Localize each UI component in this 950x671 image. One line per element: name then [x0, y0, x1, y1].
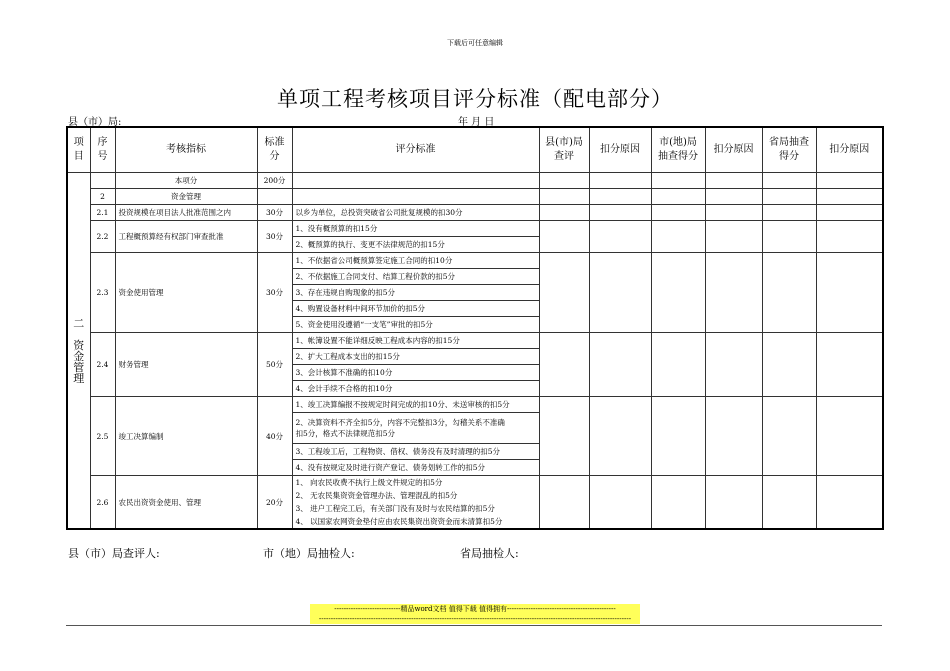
input-cell[interactable] — [539, 221, 589, 253]
seq-cell: 2.2 — [90, 221, 115, 253]
input-cell[interactable] — [816, 253, 883, 333]
header-indicator: 考核指标 — [115, 127, 257, 173]
score-cell — [257, 189, 292, 205]
criteria-cell: 5、资金使用没遵循“一支笔”审批的扣5分 — [292, 317, 539, 333]
input-cell[interactable] — [651, 397, 705, 476]
top-note: 下载后可任意编辑 — [447, 39, 503, 47]
input-cell[interactable] — [762, 397, 816, 476]
input-cell[interactable] — [762, 253, 816, 333]
input-cell[interactable] — [539, 189, 589, 205]
criteria-cell: 1、不依据省公司概预算签定施工合同的扣10分 — [292, 253, 539, 269]
criteria-cell: 3、会计核算不准确的扣10分 — [292, 365, 539, 381]
input-cell[interactable] — [651, 253, 705, 333]
input-cell[interactable] — [589, 253, 651, 333]
table-header-row — [67, 127, 883, 173]
input-cell[interactable] — [762, 189, 816, 205]
input-cell[interactable] — [762, 221, 816, 253]
indicator-cell: 本项分 — [115, 173, 257, 189]
header-prov-score: 省局抽查得分 — [762, 127, 816, 173]
seq-cell: 2.3 — [90, 253, 115, 333]
input-cell[interactable] — [816, 173, 883, 189]
input-cell[interactable] — [705, 205, 762, 221]
ribbon-line-2: ------------------------------------------------------------------------------------------------------------------------------------ — [318, 615, 632, 623]
criteria-line: 2、决算资料不齐全扣5分，内容不完整扣3分，勾稽关系不准确 — [295, 418, 505, 427]
criteria-cell: 4、 以国家农网资金垫付应由农民集资出资资金而未清算扣5分 — [292, 515, 539, 529]
indicator-cell: 财务管理 — [115, 333, 257, 397]
criteria-cell — [292, 413, 539, 444]
input-cell[interactable] — [762, 173, 816, 189]
input-cell[interactable] — [816, 333, 883, 397]
indicator-cell: 投资规模在项目法人批准范围之内 — [115, 205, 257, 221]
criteria-cell: 4、购置设备材料中间环节加价的扣5分 — [292, 301, 539, 317]
input-cell[interactable] — [539, 397, 589, 476]
bottom-rule — [66, 625, 882, 626]
table-row — [67, 476, 883, 490]
criteria-cell: 4、会计手续不合格的扣10分 — [292, 381, 539, 397]
input-cell[interactable] — [589, 397, 651, 476]
input-cell[interactable] — [651, 205, 705, 221]
watermark-ribbon — [310, 604, 640, 624]
table-row — [67, 205, 883, 221]
input-cell[interactable] — [816, 397, 883, 476]
score-cell: 50分 — [257, 333, 292, 397]
input-cell[interactable] — [705, 397, 762, 476]
indicator-cell: 资金使用管理 — [115, 253, 257, 333]
criteria-cell: 1、帐簿设置不能详细反映工程成本内容的扣15分 — [292, 333, 539, 349]
header-city-score: 市(地)局抽查得分 — [651, 127, 705, 173]
seq-cell: 2.4 — [90, 333, 115, 397]
criteria-cell: 2、扩大工程成本支出的扣15分 — [292, 349, 539, 365]
input-cell[interactable] — [651, 333, 705, 397]
scoring-table — [66, 126, 884, 530]
input-cell[interactable] — [539, 205, 589, 221]
table-row — [67, 189, 883, 205]
seq-cell: 2.1 — [90, 205, 115, 221]
seq-cell — [90, 173, 115, 189]
input-cell[interactable] — [762, 205, 816, 221]
table-row — [67, 333, 883, 349]
seq-cell: 2.6 — [90, 476, 115, 530]
prov-inspector-label: 省局抽检人: — [460, 547, 519, 560]
input-cell[interactable] — [651, 189, 705, 205]
criteria-cell: 3、存在违规自购现象的扣5分 — [292, 285, 539, 301]
score-cell: 30分 — [257, 221, 292, 253]
input-cell[interactable] — [589, 205, 651, 221]
indicator-cell: 竣工决算编制 — [115, 397, 257, 476]
table-row — [67, 221, 883, 237]
input-cell[interactable] — [539, 333, 589, 397]
header-county-score: 县(市)局查评 — [539, 127, 589, 173]
header-standard: 标准分 — [257, 127, 292, 173]
header-deduct-reason-3: 扣分原因 — [816, 127, 883, 173]
input-cell[interactable] — [651, 221, 705, 253]
input-cell[interactable] — [589, 173, 651, 189]
indicator-cell: 农民出资资金使用、管理 — [115, 476, 257, 530]
seq-cell: 2.5 — [90, 397, 115, 476]
input-cell[interactable] — [816, 189, 883, 205]
table-row — [67, 173, 883, 189]
criteria-cell: 1、 向农民收费不执行上级文件规定的扣5分 — [292, 476, 539, 490]
input-cell[interactable] — [539, 253, 589, 333]
input-cell[interactable] — [705, 253, 762, 333]
input-cell[interactable] — [705, 476, 762, 530]
input-cell[interactable] — [705, 189, 762, 205]
score-cell: 30分 — [257, 253, 292, 333]
header-seq: 序号 — [90, 127, 115, 173]
score-cell: 40分 — [257, 397, 292, 476]
city-inspector-label: 市（地）局抽检人: — [263, 547, 355, 560]
input-cell[interactable] — [816, 205, 883, 221]
input-cell[interactable] — [816, 221, 883, 253]
input-cell[interactable] — [539, 476, 589, 530]
input-cell[interactable] — [651, 476, 705, 530]
header-criteria: 评分标准 — [292, 127, 539, 173]
criteria-cell: 1、没有概预算的扣15分 — [292, 221, 539, 237]
table-row — [67, 397, 883, 413]
input-cell[interactable] — [705, 173, 762, 189]
input-cell[interactable] — [705, 333, 762, 397]
header-item: 项目 — [67, 127, 90, 173]
criteria-cell: 3、 进户工程完工后，有关部门没有及时与农民结算的扣5分 — [292, 502, 539, 515]
input-cell[interactable] — [651, 173, 705, 189]
seq-cell: 2 — [90, 189, 115, 205]
indicator-cell: 工程概预算经有权部门审查批准 — [115, 221, 257, 253]
criteria-cell: 以乡为单位，总投资突破省公司批复规模的扣30分 — [292, 205, 539, 221]
input-cell[interactable] — [816, 476, 883, 530]
criteria-cell: 2、不依据施工合同支付、结算工程价款的扣5分 — [292, 269, 539, 285]
criteria-cell: 3、工程竣工后，工程物资、借权、债务没有及时清理的扣5分 — [292, 444, 539, 460]
input-cell[interactable] — [589, 333, 651, 397]
date-line: 年 月 日 — [458, 117, 495, 128]
score-cell: 200分 — [257, 173, 292, 189]
county-bureau-label: 县（市）局: — [68, 117, 122, 128]
table-row — [67, 253, 883, 269]
criteria-cell: 4、没有按规定及时进行资产登记、债务划转工作的扣5分 — [292, 460, 539, 476]
section-label: 二 资 金 管 理 — [73, 316, 85, 385]
input-cell[interactable] — [589, 476, 651, 530]
section-label-cell — [67, 173, 90, 530]
input-cell[interactable] — [589, 189, 651, 205]
input-cell[interactable] — [762, 476, 816, 530]
criteria-cell: 2、概预算的执行、变更不法律规范的扣15分 — [292, 237, 539, 253]
criteria-line: 扣5分，格式不法律规范扣5分 — [295, 429, 396, 438]
criteria-cell — [292, 173, 539, 189]
header-deduct-reason-1: 扣分原因 — [589, 127, 651, 173]
score-cell: 20分 — [257, 476, 292, 530]
page-title: 单项工程考核项目评分标准（配电部分） — [277, 87, 673, 111]
criteria-cell: 2、 无农民集资资金管理办法、管理混乱的扣5分 — [292, 489, 539, 502]
ribbon-line-1: ----------------------------精品word文档 值得下载 值得拥有---------------------------------------------- — [334, 605, 616, 613]
county-reviewer-label: 县（市）局查评人: — [68, 547, 160, 560]
input-cell[interactable] — [762, 333, 816, 397]
score-cell: 30分 — [257, 205, 292, 221]
criteria-cell — [292, 189, 539, 205]
input-cell[interactable] — [589, 221, 651, 253]
input-cell[interactable] — [705, 221, 762, 253]
header-deduct-reason-2: 扣分原因 — [705, 127, 762, 173]
indicator-cell: 资金管理 — [115, 189, 257, 205]
criteria-cell: 1、竣工决算编报不按规定时间完成的扣10分、未送审核的扣5分 — [292, 397, 539, 413]
input-cell[interactable] — [539, 173, 589, 189]
